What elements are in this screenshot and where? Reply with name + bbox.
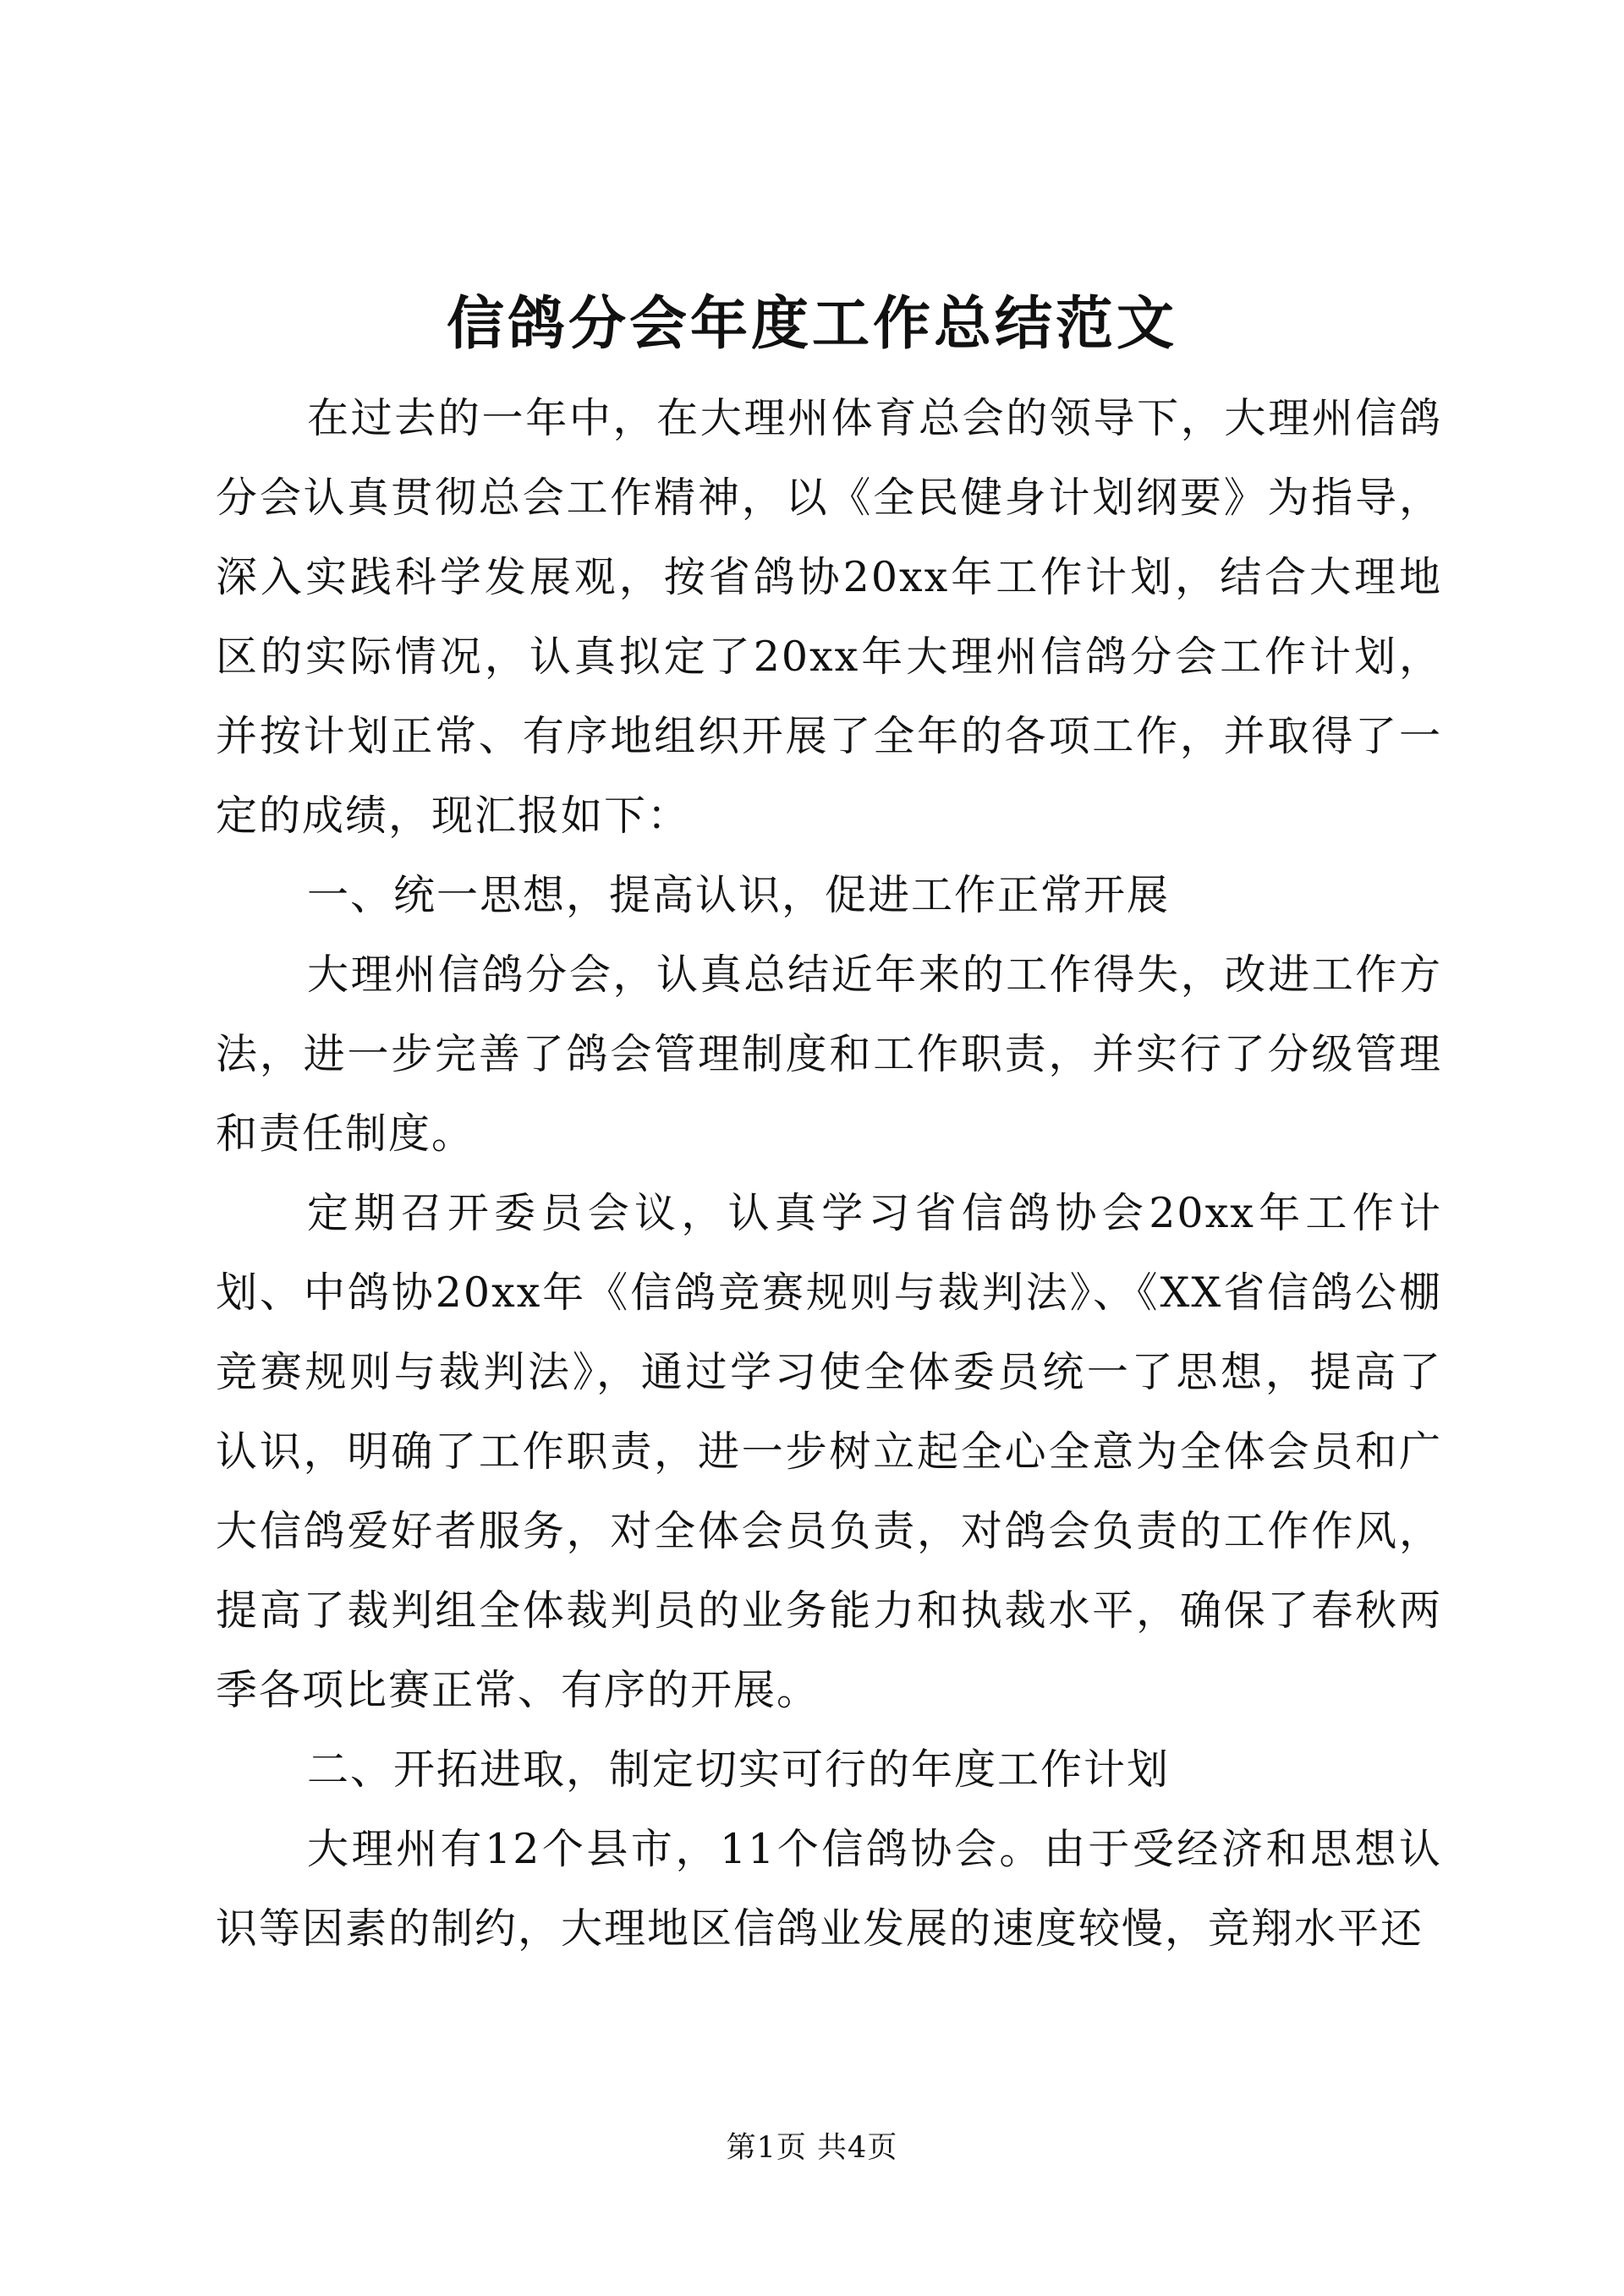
paragraph-section-1-a: 大理州信鸽分会，认真总结近年来的工作得失，改进工作方法，进一步完善了鸽会管理制度和工作职责，并实行了分级管理和责任制度。 (216, 951, 1442, 1158)
section-heading-2: 二、开拓进取，制定切实可行的年度工作计划 (307, 1745, 1171, 1794)
paragraph-section-1-b: 定期召开委员会议，认真学习省信鸽协会20xx年工作计划、中鸽协20xx年《信鸽竞赛规则与裁判法》、《XX省信鸽公棚竞赛规则与裁判法》，通过学习使全体委员统一了思想，提高了认识，明确了工作职责，进一步树立起全心全意为全体会员和广大信鸽爱好者服务，对全体会员负责，对鸽会负责的工作作风，提高了裁判组全体裁判员的业务能力和执裁水平，确保了春秋两季各项比赛正常、有序的开展。 (216, 1189, 1442, 1714)
document-title: 信鸽分会年度工作总结范文 (446, 290, 1177, 358)
paragraph-intro: 在过去的一年中，在大理州体育总会的领导下，大理州信鸽分会认真贯彻总会工作精神，以《全民健身计划纲要》为指导，深入实践科学发展观，按省鸽协20xx年工作计划，结合大理地区的实际情况，认真拟定了20xx年大理州信鸽分会工作计划，并按计划正常、有序地组织开展了全年的各项工作，并取得了一定的成绩，现汇报如下： (216, 394, 1442, 840)
page-number-footer: 第1页 共4页 (726, 2131, 898, 2165)
paragraph-section-2-a: 大理州有12个县市，11个信鸽协会。由于受经济和思想认识等因素的制约，大理地区信鸽业发展的速度较慢，竞翔水平还 (216, 1825, 1442, 1953)
document-body (216, 379, 1442, 1969)
section-heading-1: 一、统一思想，提高认识，促进工作正常开展 (307, 871, 1171, 919)
